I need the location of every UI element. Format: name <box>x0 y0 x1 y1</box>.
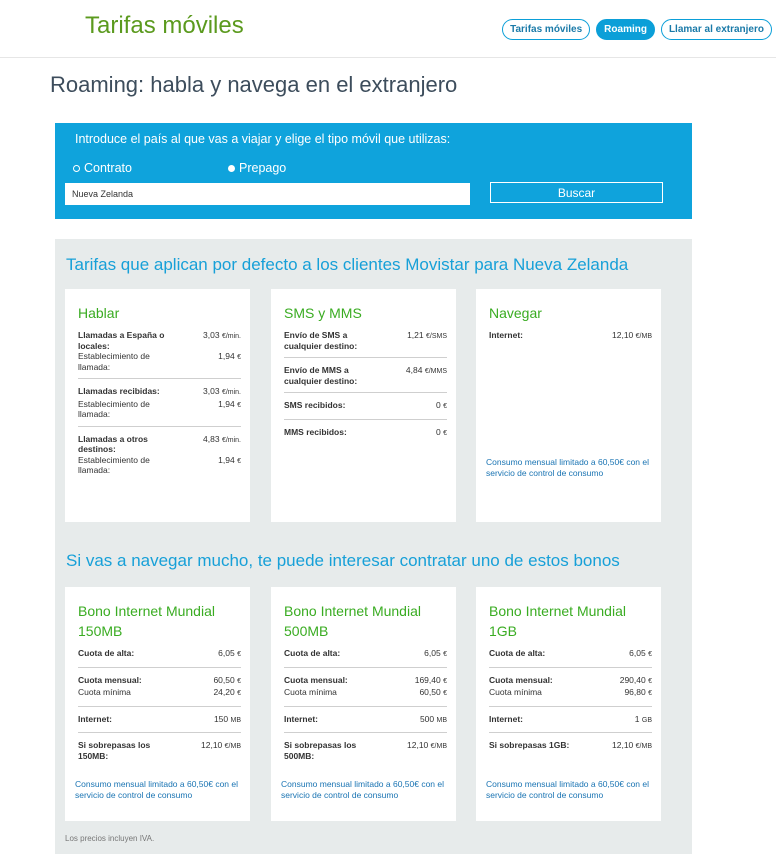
rate-group <box>284 740 447 767</box>
rate-row: SMS recibidos: 0 € <box>284 400 447 410</box>
search-prompt: Introduce el país al que vas a viajar y elige el tipo móvil que utilizas: <box>75 132 451 146</box>
rate-row: Si sobrepasas 1GB: 12,10 €/MB <box>489 740 652 750</box>
card-rows <box>78 330 241 489</box>
rate-group <box>489 648 652 668</box>
rate-row: Cuota mensual: 290,40 € <box>489 674 652 685</box>
rate-row: Cuota de alta: 6,05 € <box>489 648 652 658</box>
consumption-limit-note: Consumo mensual limitado a 60,50€ con el servicio de control de consumo <box>486 457 650 478</box>
default-rates-title: Tarifas que aplican por defecto a los clientes Movistar para Nueva Zelanda <box>66 255 629 274</box>
rate-row: Llamadas a otros destinos: 4,83 €/min. <box>78 433 241 454</box>
radio-prepago-circle[interactable] <box>228 165 235 172</box>
radio-contrato-circle[interactable] <box>73 165 80 172</box>
rate-group <box>78 648 241 668</box>
nav-tarifas-moviles[interactable]: Tarifas móviles <box>502 19 590 40</box>
card-rows <box>489 648 652 766</box>
card-rows <box>284 330 447 452</box>
card-bono-500mb <box>271 587 456 821</box>
card-sms-mms <box>271 289 456 522</box>
rate-group <box>284 714 447 734</box>
card-title: SMS y MMS <box>284 305 362 321</box>
rate-group <box>284 675 447 707</box>
rate-group <box>78 386 241 427</box>
rate-row: Establecimiento de llamada: 1,94 € <box>78 351 241 372</box>
rate-row: Si sobrepasas los 150MB: 12,10 €/MB <box>78 740 241 761</box>
card-hablar <box>65 289 250 522</box>
consumption-limit-note: Consumo mensual limitado a 60,50€ con el servicio de control de consumo <box>486 779 650 800</box>
card-rows <box>78 648 241 774</box>
card-title: Bono Internet Mundial 1GB <box>489 603 626 639</box>
rate-group <box>284 648 447 668</box>
country-input[interactable] <box>65 183 470 205</box>
search-panel <box>55 123 692 219</box>
card-title: Bono Internet Mundial 500MB <box>284 603 421 639</box>
rate-row: Si sobrepasas los 500MB: 12,10 €/MB <box>284 740 447 761</box>
rate-group <box>78 434 241 482</box>
rate-group <box>489 675 652 707</box>
rate-row: Cuota mínima 24,20 € <box>78 687 241 697</box>
rate-row: MMS recibidos: 0 € <box>284 426 447 437</box>
rate-row: Establecimiento de llamada: 1,94 € <box>78 454 241 475</box>
rate-row: Cuota de alta: 6,05 € <box>284 648 447 658</box>
top-nav <box>502 19 772 40</box>
rate-group <box>78 740 241 767</box>
rate-row: Internet: 12,10 €/MB <box>489 330 652 340</box>
rate-row: Envío de SMS a cualquier destino: 1,21 €/SMS <box>284 330 447 351</box>
brand-title: Tarifas móviles <box>85 12 244 39</box>
nav-llamar-extranjero[interactable]: Llamar al extranjero <box>661 19 772 40</box>
rate-group <box>284 427 447 446</box>
rate-row: Cuota mensual: 169,40 € <box>284 674 447 685</box>
rate-group <box>284 400 447 420</box>
rate-row: Internet: 1 GB <box>489 713 652 724</box>
rate-row: Internet: 150 MB <box>78 713 241 724</box>
search-button[interactable]: Buscar <box>490 182 663 203</box>
rate-row: Cuota mensual: 60,50 € <box>78 674 241 685</box>
rate-group <box>489 330 652 349</box>
rates-area <box>55 239 692 854</box>
rate-group <box>489 740 652 759</box>
site-header <box>0 0 776 58</box>
rate-row: Envío de MMS a cualquier destino: 4,84 €/MMS <box>284 365 447 386</box>
rate-row: Llamadas a España o locales: 3,03 €/min. <box>78 330 241 351</box>
page-title: Roaming: habla y navega en el extranjero <box>50 72 458 97</box>
card-title: Hablar <box>78 305 120 321</box>
rate-row: Establecimiento de llamada: 1,94 € <box>78 398 241 419</box>
vat-footnote: Los precios incluyen IVA. <box>65 834 155 843</box>
bonos-title: Si vas a navegar mucho, te puede interesar contratar uno de estos bonos <box>66 551 620 570</box>
radio-contrato-label: Contrato <box>84 161 132 175</box>
rate-row: Cuota mínima 60,50 € <box>284 687 447 697</box>
consumption-limit-note: Consumo mensual limitado a 60,50€ con el servicio de control de consumo <box>75 779 239 800</box>
consumption-limit-note: Consumo mensual limitado a 60,50€ con el servicio de control de consumo <box>281 779 445 800</box>
rate-group <box>489 714 652 734</box>
rate-group <box>78 714 241 734</box>
rate-group <box>78 675 241 707</box>
card-rows <box>284 648 447 774</box>
card-rows <box>489 330 652 356</box>
rate-row: Llamadas recibidas: 3,03 €/min. <box>78 386 241 396</box>
card-title: Bono Internet Mundial 150MB <box>78 603 215 639</box>
radio-prepago-label: Prepago <box>239 161 287 175</box>
rate-row: Internet: 500 MB <box>284 713 447 724</box>
radio-prepago[interactable] <box>228 161 286 175</box>
card-navegar <box>476 289 661 522</box>
rate-group <box>284 330 447 358</box>
rate-row: Cuota mínima 96,80 € <box>489 687 652 697</box>
card-bono-150mb <box>65 587 250 821</box>
radio-contrato[interactable] <box>73 161 132 175</box>
card-title: Navegar <box>489 305 542 321</box>
nav-roaming[interactable]: Roaming <box>596 19 655 40</box>
rate-group <box>78 330 241 379</box>
rate-group <box>284 365 447 393</box>
card-bono-1gb <box>476 587 661 821</box>
rate-row: Cuota de alta: 6,05 € <box>78 648 241 658</box>
